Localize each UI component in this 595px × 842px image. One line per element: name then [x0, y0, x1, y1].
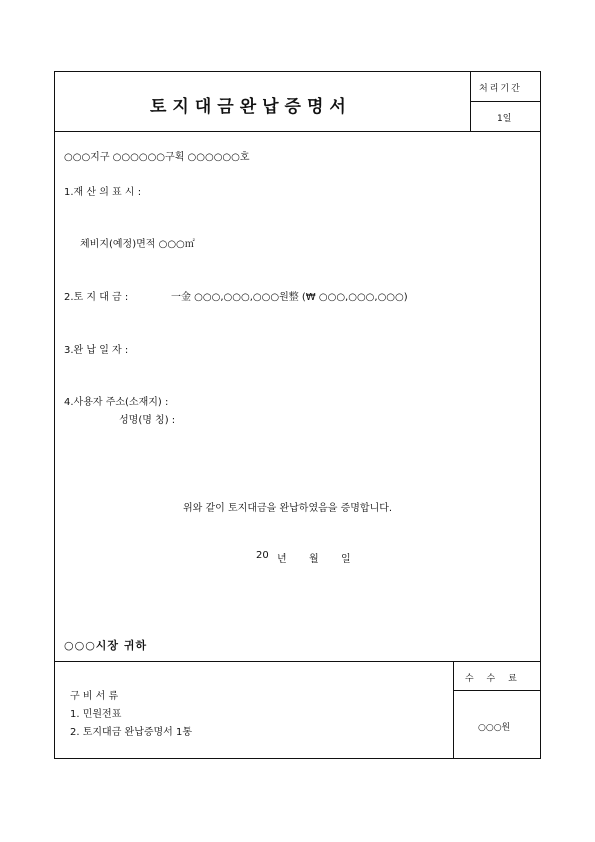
fee-box-midline	[453, 690, 541, 691]
date-year-prefix: 20	[256, 550, 269, 561]
addressee: ○○○시장 귀하	[64, 639, 148, 652]
document-item-1: 1. 민원전표	[70, 709, 122, 720]
document-item-2: 2. 토지대금 완납증명서 1통	[70, 727, 193, 738]
payment-date-label: 3.완 납 일 자 :	[64, 345, 129, 356]
processing-box-midline	[470, 101, 541, 102]
date-month: 월	[309, 554, 319, 565]
fee-value: ○○○원	[478, 723, 511, 733]
date-day: 일	[341, 554, 351, 565]
certification-text: 위와 같이 토지대금을 완납하였음을 증명합니다.	[183, 503, 393, 514]
amount-value: 一金 ○○○,○○○,○○○원整 (₩ ○○○,○○○,○○○)	[171, 292, 408, 303]
document-title: 토지대금완납증명서	[150, 97, 352, 117]
documents-title: 구 비 서 류	[70, 691, 119, 702]
processing-label: 처리기간	[479, 84, 522, 94]
property-label: 1.재 산 의 표 시 :	[64, 187, 142, 198]
date-year: 년	[277, 554, 287, 565]
processing-value: 1일	[497, 114, 512, 124]
fee-label: 수 수 료	[465, 674, 522, 684]
footer-divider	[54, 661, 541, 662]
user-address-label: 4.사용자 주소(소재지) :	[64, 397, 169, 408]
fee-box-divider	[453, 661, 454, 759]
amount-label: 2.토 지 대 금 :	[64, 292, 129, 303]
address-line: ○○○지구 ○○○○○○구획 ○○○○○○호	[64, 152, 250, 163]
property-value: 체비지(예정)면적 ○○○㎡	[80, 239, 195, 250]
header-divider	[54, 131, 541, 132]
user-name-label: 성명(명 칭) :	[119, 415, 176, 426]
